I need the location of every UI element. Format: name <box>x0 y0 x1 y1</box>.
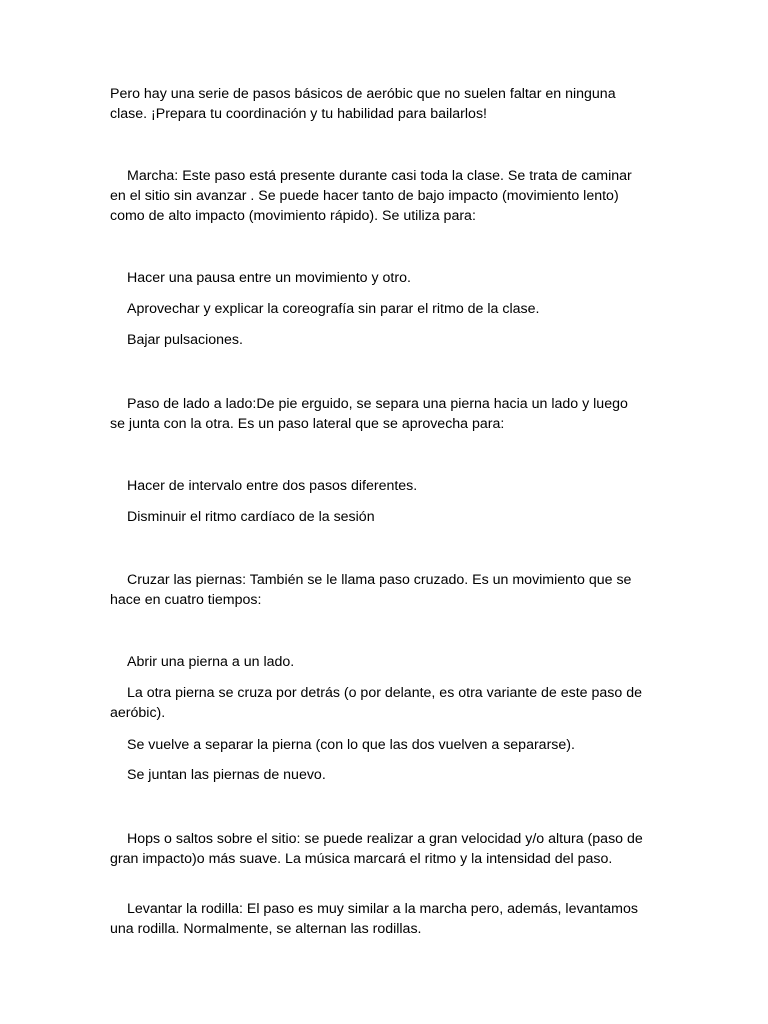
paragraph-marcha: Marcha: Este paso está presente durante casi toda la clase. Se trata de caminar en el sitio sin avanzar . Se puede hacer tanto de bajo impacto (movimiento lento) como de alto impacto (movimiento rápido). Se utiliza para: <box>110 168 632 224</box>
paragraph-marcha-use-3: Bajar pulsaciones. <box>127 332 243 348</box>
paragraph-marcha-use-1: Hacer una pausa entre un movimiento y otro. <box>127 270 411 286</box>
paragraph-cruzar: Cruzar las piernas: También se le llama paso cruzado. Es un movimiento que se hace en cuatro tiempos: <box>110 572 632 608</box>
paragraph-lado-use-2: Disminuir el ritmo cardíaco de la sesión <box>127 509 375 525</box>
paragraph-marcha-use-2: Aprovechar y explicar la coreografía sin parar el ritmo de la clase. <box>127 301 540 317</box>
paragraph-hops: Hops o saltos sobre el sitio: se puede realizar a gran velocidad y/o altura (paso de gran impacto)o más suave. La música marcará el ritmo y la intensidad del paso. <box>110 831 643 867</box>
paragraph-lado-use-1: Hacer de intervalo entre dos pasos diferentes. <box>127 478 418 494</box>
paragraph-cruzar-step-1: Abrir una pierna a un lado. <box>127 654 295 670</box>
paragraph-cruzar-step-4: Se juntan las piernas de nuevo. <box>127 767 326 783</box>
paragraph-intro: Pero hay una serie de pasos básicos de aeróbic que no suelen faltar en ninguna clase. ¡Prepara tu coordinación y tu habilidad para bailarlos! <box>110 86 616 122</box>
paragraph-cruzar-step-2: La otra pierna se cruza por detrás (o por delante, es otra variante de este paso de aeróbic). <box>110 685 643 721</box>
paragraph-cruzar-step-3: Se vuelve a separar la pierna (con lo que las dos vuelven a separarse). <box>127 737 575 753</box>
paragraph-lado-a-lado: Paso de lado a lado:De pie erguido, se separa una pierna hacia un lado y luego se junta con la otra. Es un paso lateral que se aprovecha para: <box>110 396 628 432</box>
paragraph-rodilla: Levantar la rodilla: El paso es muy similar a la marcha pero, además, levantamos una rodilla. Normalmente, se alternan las rodillas. <box>110 901 638 937</box>
